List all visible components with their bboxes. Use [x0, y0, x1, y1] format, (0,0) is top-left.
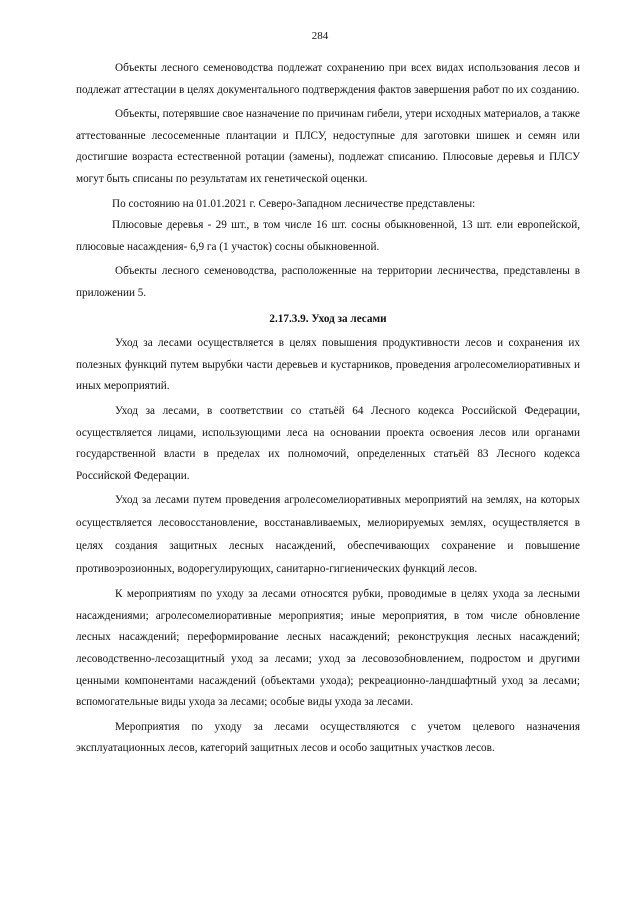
- paragraph-care-considerations: Мероприятия по уходу за лесами осуществляются с учетом целевого назначения эксплуатационных лесов, категорий защитных лесов и особо защитных участков лесов.: [76, 720, 580, 755]
- paragraph-forest-care-purpose: Уход за лесами осуществляется в целях повышения продуктивности лесов и сохранения их полезных функций путем вырубки части деревьев и кустарников, проведения агролесомелиоративных и иных мероприятий.: [76, 337, 580, 393]
- paragraph-forest-code-article-64: Уход за лесами, в соответствии со статьёй 64 Лесного кодекса Российской Федерации, осуществляется лицами, использующими леса на основании проекта освоения лесов или органами государственной власти в пределах их полномочий, определенных статьёй 83 Лесного кодекса Российской Федерации.: [76, 404, 580, 482]
- paragraph-seed-objects-write-off: Объекты, потерявшие свое назначение по причинам гибели, утери исходных материалов, а также аттестованные лесосеменные плантации и ПЛСУ, недоступные для заготовки шишек и семян или достигшие возраста естественной ротации (замены), подлежат списанию. Плюсовые деревья и ПЛСУ могут быть списаны по результатам их генетической оценки.: [76, 108, 580, 185]
- paragraph-plus-trees: Плюсовые деревья - 29 шт., в том числе 16 шт. сосны обыкновенной, 13 шт. ели европейской, плюсовые насаждения- 6,9 га (1 участок) сосны обыкновенной.: [76, 219, 580, 253]
- paragraph-agroforestry-measures: Уход за лесами путем проведения агролесомелиоративных мероприятий на землях, на которых осуществляется лесовосстановление, восстанавливаемых, мелиорируемых землях, осуществляется в целях создания защитных лесных насаждений, обеспечивающих сохранение и повышение противоэрозионных, водорегулирующих, санитарно-гигиенических функций лесов.: [76, 494, 580, 576]
- paragraph-appendix-reference: Объекты лесного семеноводства, расположенные на территории лесничества, представлены в приложении 5.: [76, 265, 580, 299]
- paragraph-seed-objects-preservation: Объекты лесного семеноводства подлежат сохранению при всех видах использования лесов и подлежат аттестации в целях документального подтверждения фактов завершения работ по их созданию.: [76, 62, 580, 96]
- page-number: 284: [311, 30, 329, 42]
- section-heading: 2.17.3.9. Уход за лесами: [269, 312, 387, 325]
- page-body: [76, 58, 580, 760]
- paragraph-status-date: По состоянию на 01.01.2021 г. Северо-Западном лесничестве представлены:: [112, 197, 476, 210]
- paragraph-care-measures-list: К мероприятиям по уходу за лесами относятся рубки, проводимые в целях ухода за лесными насаждениями; агролесомелиоративные мероприятия; иные мероприятия, в том числе обновление лесных насаждений; переформирование лесных насаждений; реконструкция лесных насаждений; лесоводственно-лесозащитный уход за лесами; уход за лесовозобновлением, подростом и другими ценными компонентами насаждений (объектами ухода); рекреационно-ландшафтный уход за лесами; вспомогательные виды ухода за лесами; особые виды ухода за лесами.: [76, 588, 580, 709]
